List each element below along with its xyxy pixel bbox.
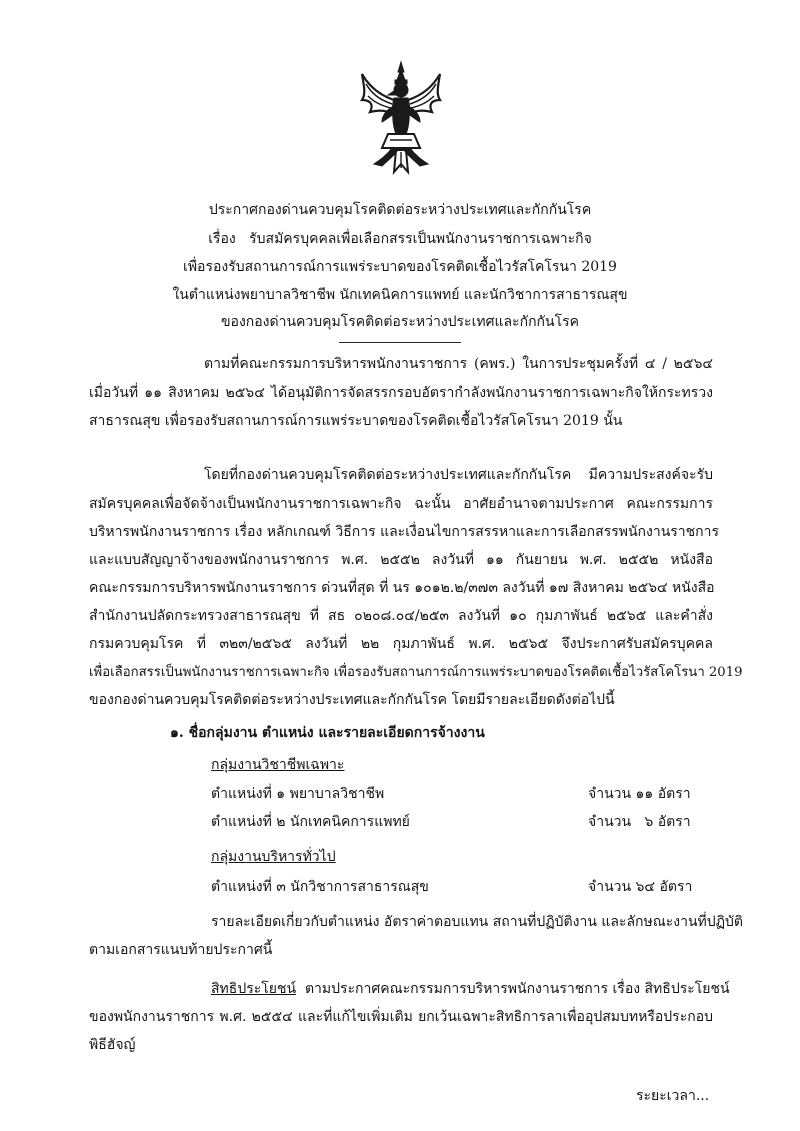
benefits-line-2: ของพนักงานราชการ พ.ศ. ๒๕๕๔ และที่แก้ไขเพิ่มเติม ยกเว้นเฉพาะสิทธิการลาเพื่ออุปสมบทหรือประกอบ bbox=[89, 1009, 713, 1025]
position-3-count: จำนวน ๖๔ อัตรา bbox=[588, 879, 693, 895]
section1-title: ๑. ชื่อกลุ่มงาน ตำแหน่ง และรายละเอียดการจ้างงาน bbox=[170, 725, 485, 741]
subject-line-4: ในตำแหน่งพยาบาลวิชาชีพ นักเทคนิคการแพทย์ และนักวิชาการสาธารณสุข bbox=[172, 287, 628, 303]
details-line-1: รายละเอียดเกี่ยวกับตำแหน่ง อัตราค่าตอบแทน สถานที่ปฏิบัติงาน และลักษณะงานที่ปฏิบัติ bbox=[211, 914, 744, 930]
announcement-subject bbox=[0, 228, 800, 250]
para1-line-1: ตามที่คณะกรรมการบริหารพนักงานราชการ (คพร.) ในการประชุมครั้งที่ ๔ / ๒๕๖๔ bbox=[204, 356, 713, 372]
para2-line-1: โดยที่กองด่านควบคุมโรคติดต่อระหว่างประเทศและกักกันโรค มีความประสงค์จะรับ bbox=[204, 467, 713, 483]
subject-label: เรื่อง bbox=[208, 231, 236, 247]
position-1-count: จำนวน ๑๑ อัตรา bbox=[588, 786, 691, 802]
group-professional: กลุ่มงานวิชาชีพเฉพาะ bbox=[211, 757, 345, 773]
para2-line-6: สำนักงานปลัดกระทรวงสาธารณสุข ที่ สธ ๐๒๐๘.๐๔/๒๕๓ ลงวันที่ ๑๐ กุมภาพันธ์ ๒๕๖๕ และคำสั่ง bbox=[89, 608, 713, 624]
subject-text: รับสมัครบุคคลเพื่อเลือกสรรเป็นพนักงานราชการเฉพาะกิจ bbox=[249, 231, 592, 247]
position-1-name: ตำแหน่งที่ ๑ พยาบาลวิชาชีพ bbox=[211, 786, 385, 802]
benefits-line-1 bbox=[211, 978, 730, 1000]
group-general-admin: กลุ่มงานบริหารทั่วไป bbox=[211, 849, 336, 865]
para2-line-3: บริหารพนักงานราชการ เรื่อง หลักเกณฑ์ วิธีการ และเงื่อนไขการสรรหาและการเลือกสรรพนักงานราชการ bbox=[89, 524, 720, 540]
para1-line-2: เมื่อวันที่ ๑๑ สิงหาคม ๒๕๖๔ ได้อนุมัติการจัดสรรกรอบอัตรากำลังพนักงานราชการเฉพาะกิจให้กระทรวง bbox=[89, 385, 713, 401]
subject-line-3: เพื่อรองรับสถานการณ์การแพร่ระบาดของโรคติดเชื้อไวรัสโคโรนา 2019 bbox=[183, 259, 617, 275]
garuda-emblem-icon bbox=[358, 60, 444, 178]
position-2-name: ตำแหน่งที่ ๒ นักเทคนิคการแพทย์ bbox=[211, 814, 410, 830]
header-divider bbox=[339, 342, 461, 343]
para2-line-8: เพื่อเลือกสรรเป็นพนักงานราชการเฉพาะกิจ เพื่อรองรับสถานการณ์การแพร่ระบาดของโรคติดเชื้อไวรัสโคโรนา 2019 bbox=[89, 665, 743, 680]
position-2-count: จำนวน ๖ อัตรา bbox=[588, 814, 691, 830]
para2-line-7: กรมควบคุมโรค ที่ ๓๒๓/๒๕๖๕ ลงวันที่ ๒๒ กุมภาพันธ์ พ.ศ. ๒๕๖๕ จึงประกาศรับสมัครบุคคล bbox=[89, 636, 713, 652]
para1-line-3: สาธารณสุข เพื่อรองรับสถานการณ์การแพร่ระบาดของโรคติดเชื้อไวรัสโคโรนา 2019 นั้น bbox=[89, 413, 623, 429]
benefits-line-3: พิธีฮัจญ์ bbox=[89, 1037, 136, 1053]
benefits-text: ตามประกาศคณะกรรมการบริหารพนักงานราชการ เรื่อง สิทธิประโยชน์ bbox=[304, 981, 730, 997]
para2-line-2: สมัครบุคคลเพื่อจัดจ้างเป็นพนักงานราชการเฉพาะกิจ ฉะนั้น อาศัยอำนาจตามประกาศ คณะกรรมการ bbox=[89, 496, 713, 512]
continuation-note: ระยะเวลา... bbox=[636, 1088, 710, 1104]
announcement-issuer: ประกาศกองด่านควบคุมโรคติดต่อระหว่างประเทศและกักกันโรค bbox=[208, 202, 592, 218]
para2-line-5: คณะกรรมการบริหารพนักงานราชการ ด่วนที่สุด ที่ นร ๑๐๑๒.๒/๓๗๓ ลงวันที่ ๑๗ สิงหาคม ๒๕๖๔ หนังสือ bbox=[89, 580, 715, 596]
para2-line-9: ของกองด่านควบคุมโรคติดต่อระหว่างประเทศและกักกันโรค โดยมีรายละเอียดดังต่อไปนี้ bbox=[89, 692, 615, 708]
para2-line-4: และแบบสัญญาจ้างของพนักงานราชการ พ.ศ. ๒๕๕๒ ลงวันที่ ๑๑ กันยายน พ.ศ. ๒๕๕๒ หนังสือ bbox=[89, 552, 713, 568]
position-3-name: ตำแหน่งที่ ๓ นักวิชาการสาธารณสุข bbox=[211, 879, 429, 895]
details-line-2: ตามเอกสารแนบท้ายประกาศนี้ bbox=[89, 942, 273, 958]
subject-line-5: ของกองด่านควบคุมโรคติดต่อระหว่างประเทศและกักกันโรค bbox=[220, 314, 580, 330]
benefits-label: สิทธิประโยชน์ bbox=[211, 981, 297, 997]
